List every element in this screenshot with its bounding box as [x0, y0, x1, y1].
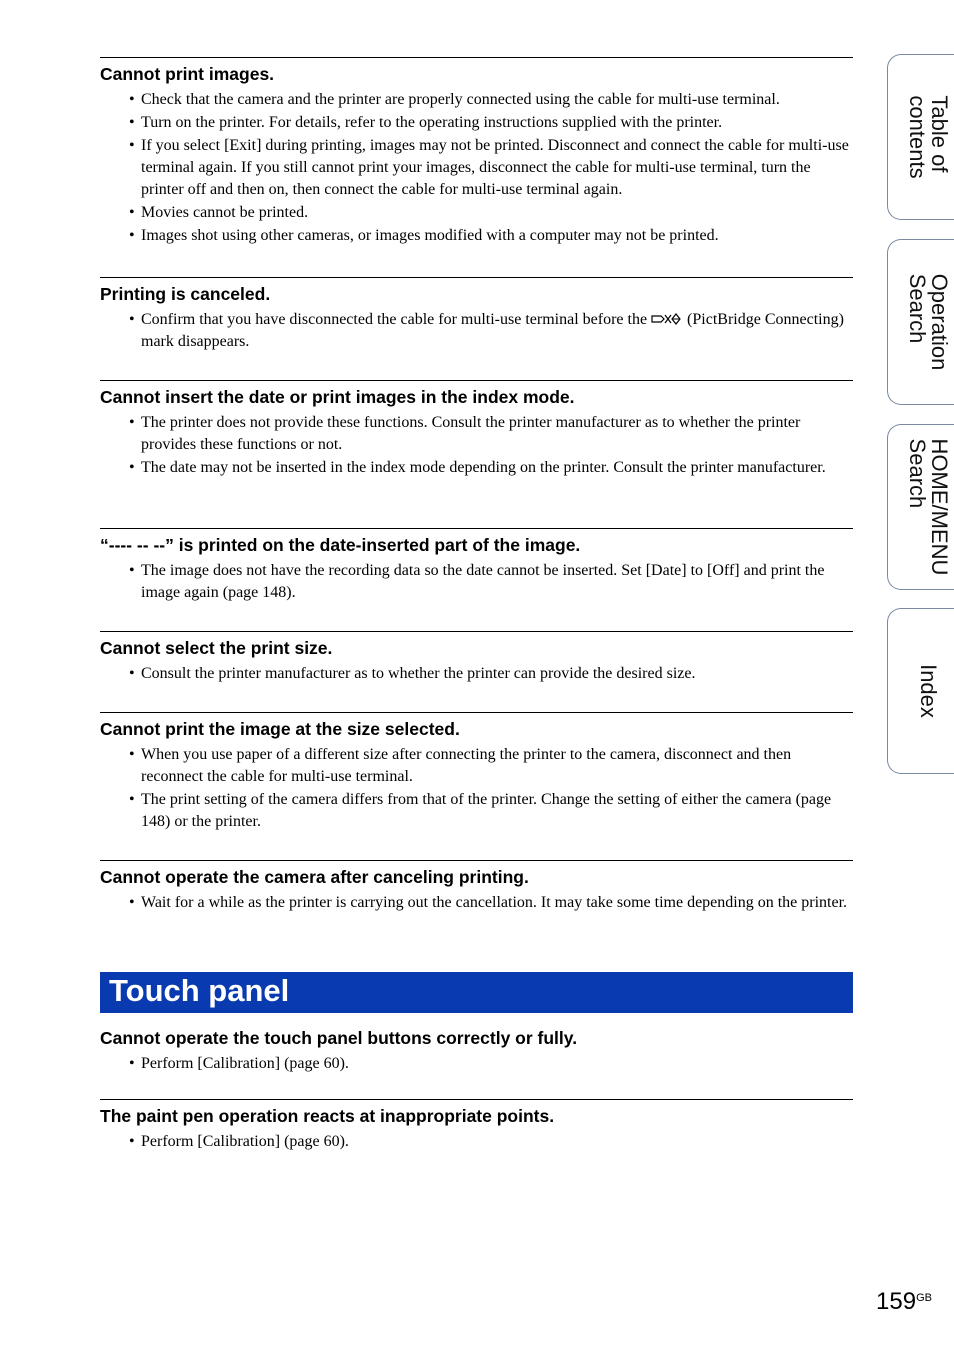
- pictbridge-icon: [651, 312, 683, 326]
- section-print-size: [100, 631, 853, 712]
- list-item: • Wait for a while as the printer is carrying out the cancellation. It may take some time depending on the printer.: [129, 894, 848, 911]
- bullet-list: [100, 89, 853, 247]
- tab-home-menu-search[interactable]: [887, 424, 954, 590]
- bullet-list: [100, 1053, 853, 1075]
- list-item: • The date may not be inserted in the index mode depending on the printer. Consult the printer manufacturer.: [129, 459, 826, 476]
- tab-index[interactable]: [887, 608, 954, 774]
- list-item: • Images shot using other cameras, or images modified with a computer may not be printed.: [129, 227, 719, 244]
- bullet-list: [100, 744, 853, 833]
- section-heading: Cannot operate the touch panel buttons correctly or fully.: [100, 1028, 578, 1048]
- section-date-index: [100, 380, 853, 528]
- tab-operation-search[interactable]: [887, 239, 954, 405]
- list-item: • Consult the printer manufacturer as to whether the printer can provide the desired size.: [129, 665, 696, 682]
- bullet-list: [100, 309, 853, 353]
- section-heading: Cannot insert the date or print images in the index mode.: [100, 387, 575, 407]
- section-touch-buttons: [100, 1013, 853, 1099]
- list-item: • Confirm that you have disconnected the cable for multi-use terminal before the (PictBridge Connecting) mark disappears.: [129, 311, 844, 350]
- list-item: • Turn on the printer. For details, refer to the operating instructions supplied with the printer.: [129, 114, 723, 131]
- section-heading: Cannot print the image at the size selected.: [100, 719, 460, 739]
- section-heading: The paint pen operation reacts at inappropriate points.: [100, 1106, 555, 1126]
- section-heading: Printing is canceled.: [100, 284, 271, 304]
- page-number: $159^{GB}$: [876, 1288, 932, 1315]
- bullet-list: [100, 560, 853, 604]
- page-content: [100, 57, 853, 1166]
- section-heading: Cannot print images.: [100, 64, 275, 84]
- bullet-list: [100, 412, 853, 479]
- list-item: • Perform [Calibration] (page 60).: [129, 1055, 349, 1072]
- list-item: • When you use paper of a different size after connecting the printer to the camera, disconnect and then reconnect the cable for multi-use terminal.: [129, 746, 792, 785]
- tab-label: HOME/MENU Search: [904, 438, 952, 576]
- section-heading: Cannot select the print size.: [100, 638, 333, 658]
- tab-table-of-contents[interactable]: [887, 54, 954, 220]
- list-item: • Check that the camera and the printer are properly connected using the cable for multi-use terminal.: [129, 91, 780, 108]
- section-heading: “---- -- --” is printed on the date-inserted part of the image.: [100, 535, 581, 555]
- section-printing-canceled: [100, 277, 853, 380]
- list-item: • Movies cannot be printed.: [129, 204, 309, 221]
- list-item: • The printer does not provide these functions. Consult the printer manufacturer as to whether the printer provides these functions or not.: [129, 414, 801, 453]
- bullet-list: [100, 1131, 853, 1153]
- section-paint-pen: [100, 1099, 853, 1166]
- touch-panel-banner: Touch panel: [100, 972, 853, 1013]
- section-cannot-print: [100, 57, 853, 277]
- bullet-list: [100, 892, 853, 914]
- bullet-list: [100, 663, 853, 685]
- tab-label: Index: [915, 664, 941, 718]
- list-item: • Perform [Calibration] (page 60).: [129, 1133, 349, 1150]
- section-date-dashes: [100, 528, 853, 631]
- tab-label: Operation Search: [904, 273, 952, 371]
- section-after-cancel: [100, 860, 853, 942]
- tab-label: Table of contents: [904, 95, 952, 179]
- list-item: • The image does not have the recording data so the date cannot be inserted. Set [Date] to [Off] and print the image again (page 148).: [129, 562, 825, 601]
- list-item: • The print setting of the camera differs from that of the printer. Change the setting of either the camera (page 148) or the printer.: [129, 791, 832, 830]
- section-size-selected: [100, 712, 853, 860]
- section-heading: Cannot operate the camera after canceling printing.: [100, 867, 529, 887]
- list-item: • If you select [Exit] during printing, images may not be printed. Disconnect and connect the cable for multi-use terminal again. If you still cannot print your images, disconnect the cable for multi-use terminal, turn the printer off and then on, then connect the cable for multi-use terminal again.: [129, 137, 849, 198]
